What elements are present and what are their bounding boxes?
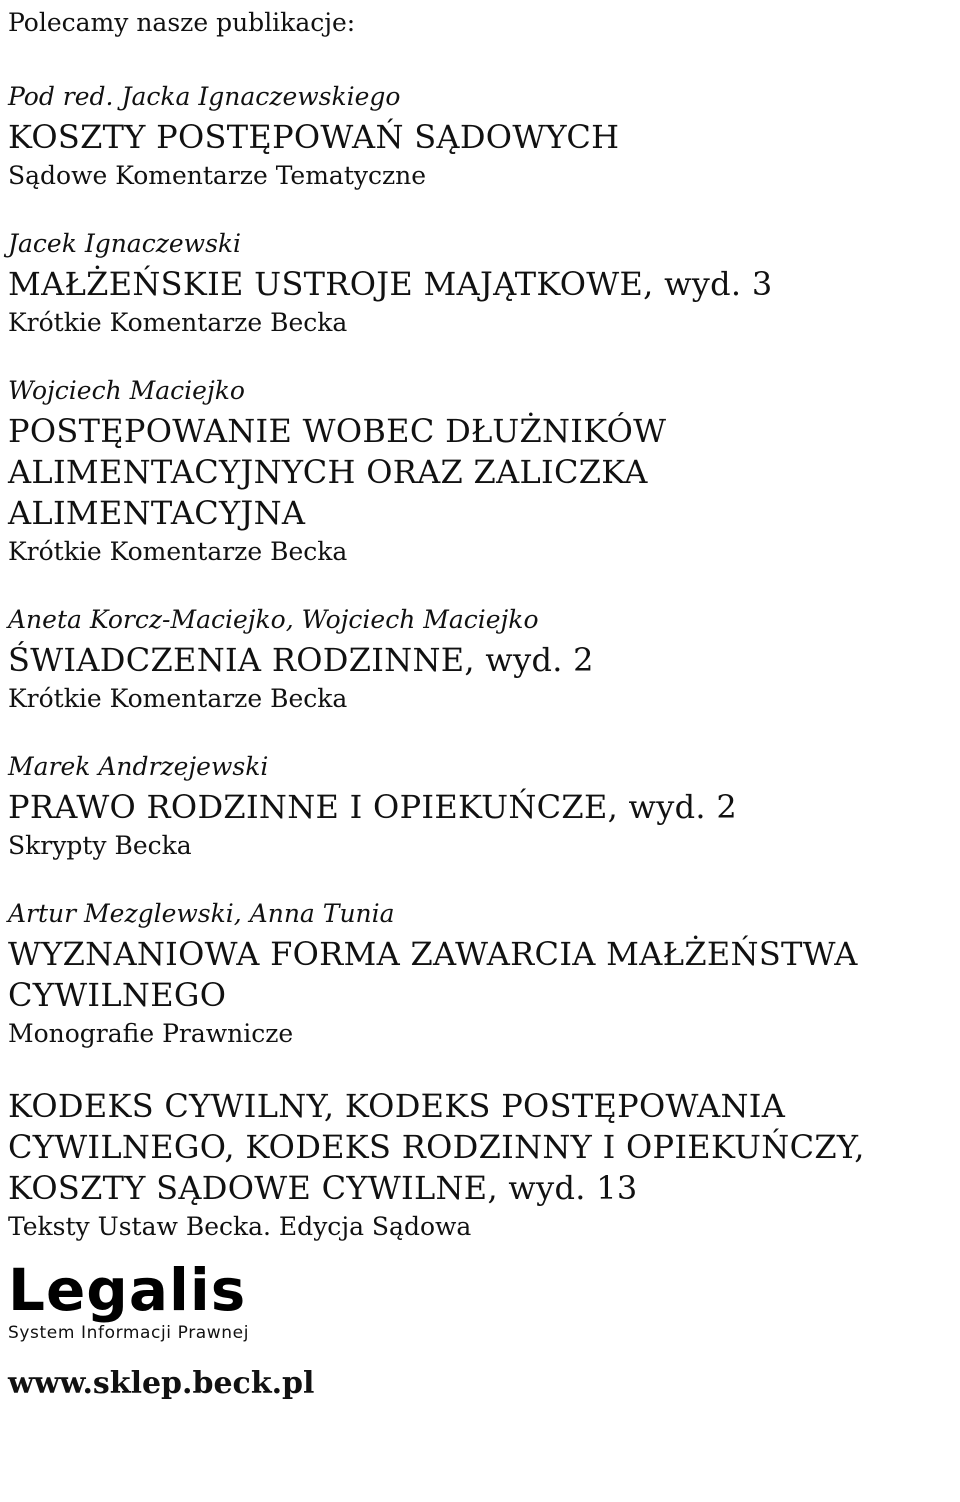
website-link[interactable]: www.sklep.beck.pl: [8, 1366, 315, 1401]
publication-title: PRAWO RODZINNE I OPIEKUŃCZE, wyd. 2: [8, 788, 738, 826]
publication-author: Aneta Korcz-Maciejko, Wojciech Maciejko: [8, 605, 539, 634]
publication-title: WYZNANIOWA FORMA ZAWARCIA MAŁŻEŃSTWA CYWILNEGO: [8, 935, 858, 1014]
publication-series: Krótkie Komentarze Becka: [8, 308, 348, 337]
publication-entry: [8, 751, 960, 862]
publication-author: Pod red. Jacka Ignaczewskiego: [8, 82, 401, 111]
publication-series: Krótkie Komentarze Becka: [8, 537, 348, 566]
logo-tagline: System Informacji Prawnej: [8, 1323, 250, 1343]
publication-author: Jacek Ignaczewski: [8, 229, 242, 258]
publication-series: Teksty Ustaw Becka. Edycja Sądowa: [8, 1212, 472, 1241]
publication-entry: [8, 81, 960, 192]
publication-entry: [8, 898, 960, 1050]
publication-author: Artur Mezglewski, Anna Tunia: [8, 899, 395, 928]
publication-entry: [8, 604, 960, 715]
publication-series: Monografie Prawnicze: [8, 1019, 294, 1048]
publication-author: Wojciech Maciejko: [8, 376, 245, 405]
logo-wordmark: Legalis: [8, 1256, 247, 1324]
publication-title: ŚWIADCZENIA RODZINNE, wyd. 2: [8, 641, 594, 679]
publication-title: MAŁŻEŃSKIE USTROJE MAJĄTKOWE, wyd. 3: [8, 265, 773, 303]
publication-series: Skrypty Becka: [8, 831, 192, 860]
intro-heading: Polecamy nasze publikacje:: [8, 8, 356, 37]
publication-title: POSTĘPOWANIE WOBEC DŁUŻNIKÓW ALIMENTACYJNYCH ORAZ ZALICZKA ALIMENTACYJNA: [8, 412, 667, 532]
publication-title: KOSZTY POSTĘPOWAŃ SĄDOWYCH: [8, 118, 620, 156]
publication-series: Sądowe Komentarze Tematyczne: [8, 161, 427, 190]
legalis-logo: [8, 1256, 308, 1343]
publication-series: Krótkie Komentarze Becka: [8, 684, 348, 713]
publication-entry: [8, 1086, 960, 1243]
publication-entry: [8, 228, 960, 339]
publication-author: Marek Andrzejewski: [8, 752, 269, 781]
publication-entry: [8, 375, 960, 568]
publication-title: KODEKS CYWILNY, KODEKS POSTĘPOWANIA CYWILNEGO, KODEKS RODZINNY I OPIEKUŃCZY, KOSZTY SĄDOWE CYWILNE, wyd. 13: [8, 1087, 865, 1207]
